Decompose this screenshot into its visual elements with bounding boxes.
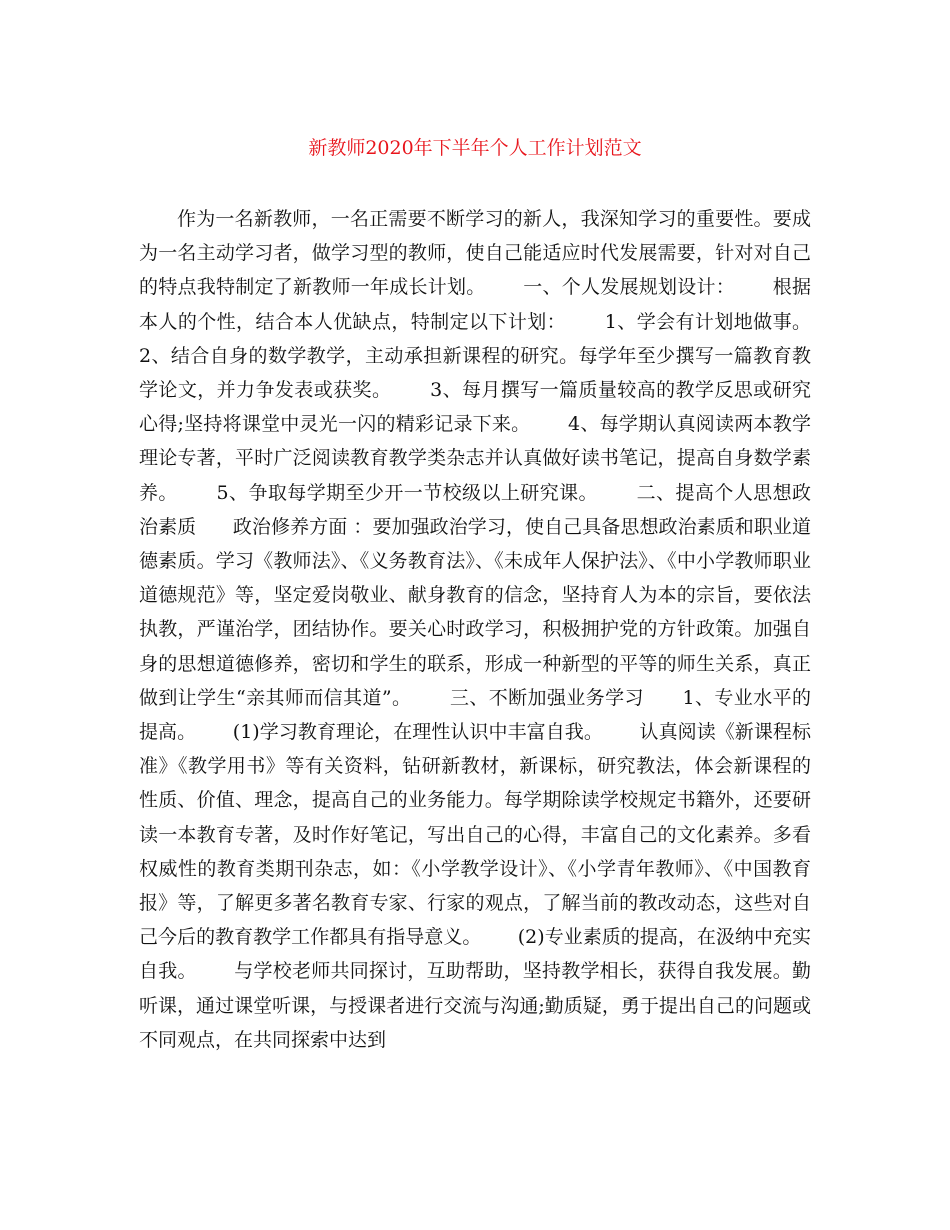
document-body-paragraph: 作为一名新教师，一名正需要不断学习的新人，我深知学习的重要性。要成为一名主动学习者，做学习型的教师，使自己能适应时代发展需要，针对对自己的特点我特制定了新教师一年成长计划。 一、个人发展规划设计： 根据本人的个性，结合本人优缺点，特制定以下计划： 1、学会有计划地做事。 2、结合自身的数学教学，主动承担新课程的研究。每学年至少撰写一篇教育教学论文，并力争发表或获奖。 3、每月撰写一篇质量较高的教学反思或研究心得;坚持将课堂中灵光一闪的精彩记录下来。 4、每学期认真阅读两本教学理论专著，平时广泛阅读教育教学类杂志并认真做好读书笔记，提高自身数学素养。 5、争取每学期至少开一节校级以上研究课。 二、提高个人思想政治素质 政治修养方面 ：要加强政治学习，使自己具备思想政治素质和职业道德素质。学习《教师法》、《义务教育法》、《未成年人保护法》、《中小学教师职业道德规范》等，坚定爱岗敬业、献身教育的信念，坚持育人为本的宗旨，要依法执教，严谨治学，团结协作。要关心时政学习，积极拥护党的方针政策。加强自身的思想道德修养，密切和学生的联系，形成一种新型的平等的师生关系，真正做到让学生“亲其师而信其道”。 三、不断加强业务学习 1、专业水平的提高。 (1)学习教育理论，在理性认识中丰富自我。 认真阅读《新课程标准》《教学用书》等有关资料，钻研新教材，新课标，研究教法，体会新课程的性质、价值、理念，提高自己的业务能力。每学期除读学校规定书籍外，还要研读一本教育专著，及时作好笔记，写出自己的心得，丰富自己的文化素养。多看权威性的教育类期刊杂志，如：《小学教学设计》、《小学青年教师》、《中国教育报》等，了解更多著名教育专家、行家的观点，了解当前的教改动态，这些对自己今后的教育教学工作都具有指导意义。 (2)专业素质的提高，在汲纳中充实自我。 与学校老师共同探讨，互助帮助，坚持教学相长，获得自我发展。勤听课，通过课堂听课，与授课者进行交流与沟通;勤质疑，勇于提出自己的问题或不同观点，在共同探索中达到 [139,208,848,1051]
document-title: 新教师2020年下半年个人工作计划范文 [308,137,642,159]
